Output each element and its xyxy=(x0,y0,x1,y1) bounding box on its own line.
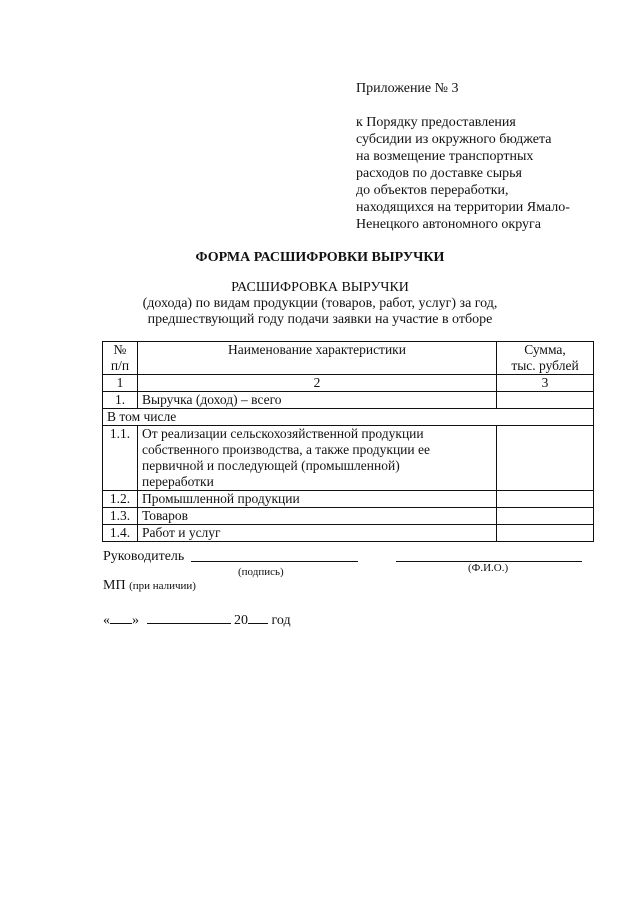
colnum-cell: 1 xyxy=(103,375,138,392)
heading-line-2: (дохода) по видам продукции (товаров, работ, услуг) за год, xyxy=(142,296,498,311)
day-field[interactable] xyxy=(110,609,132,624)
heading-line-3: предшествующий году подачи заявки на участие в отборе xyxy=(147,312,493,327)
table-row xyxy=(103,508,594,525)
fio-line[interactable] xyxy=(396,547,582,562)
year-label: год xyxy=(271,613,291,628)
header-sum xyxy=(497,342,594,375)
appendix-line: к Порядку предоставления xyxy=(356,115,516,130)
row-sum[interactable] xyxy=(497,508,594,525)
appendix-line: до объектов переработки, xyxy=(356,183,509,198)
header-sum-line: Сумма, xyxy=(524,342,566,357)
colnum-cell: 2 xyxy=(138,375,497,392)
row-name-line: собственного производства, а также продукции ее xyxy=(142,442,430,457)
appendix-block xyxy=(356,80,570,233)
header-name: Наименование характеристики xyxy=(138,342,497,375)
appendix-line: на возмещение транспортных xyxy=(356,149,534,164)
appendix-line: расходов по доставке сырья xyxy=(356,166,522,181)
header-num-line: п/п xyxy=(110,358,130,373)
header-num xyxy=(103,342,138,375)
row-sum[interactable] xyxy=(497,491,594,508)
row-name: Работ и услуг xyxy=(138,525,497,542)
row-num: 1.3. xyxy=(103,508,138,525)
date-open-quote: « xyxy=(103,613,110,628)
table-row xyxy=(103,409,594,426)
row-num: 1. xyxy=(103,392,138,409)
table-row xyxy=(103,426,594,491)
row-num: 1.4. xyxy=(103,525,138,542)
document-heading xyxy=(0,280,640,328)
revenue-table xyxy=(102,341,594,542)
row-name-line: переработки xyxy=(142,474,214,489)
form-title: ФОРМА РАСШИФРОВКИ ВЫРУЧКИ xyxy=(195,250,445,265)
stamp-note: (при наличии) xyxy=(129,580,196,592)
signature-line[interactable] xyxy=(191,547,358,562)
row-name-line: первичной и последующей (промышленной) xyxy=(142,458,400,473)
table-row xyxy=(103,525,594,542)
row-name-line: От реализации сельскохозяйственной продукции xyxy=(142,426,424,441)
row-sum[interactable] xyxy=(497,426,594,491)
appendix-line: Ненецкого автономного округа xyxy=(356,217,541,232)
month-field[interactable] xyxy=(147,609,231,624)
fio-caption: (Ф.И.О.) xyxy=(468,562,509,574)
date-line xyxy=(103,609,291,629)
head-label: Руководитель xyxy=(103,549,185,564)
date-close-quote: » xyxy=(132,613,139,628)
table-row xyxy=(103,491,594,508)
column-number-row xyxy=(103,375,594,392)
table-row xyxy=(103,392,594,409)
appendix-line: субсидии из окружного бюджета xyxy=(356,132,552,147)
appendix-line: находящихся на территории Ямало- xyxy=(356,200,570,215)
stamp-block xyxy=(103,578,196,594)
row-sum[interactable] xyxy=(497,525,594,542)
table-header-row xyxy=(103,342,594,375)
row-name: Промышленной продукции xyxy=(138,491,497,508)
row-name: Выручка (доход) – всего xyxy=(138,392,497,409)
header-num-line: № xyxy=(113,342,127,357)
row-num: 1.1. xyxy=(103,426,138,491)
signature-caption: (подпись) xyxy=(238,566,284,578)
year-field[interactable] xyxy=(248,609,268,624)
colnum-cell: 3 xyxy=(497,375,594,392)
header-sum-line: тыс. рублей xyxy=(511,358,579,373)
row-span-label: В том числе xyxy=(103,409,594,426)
appendix-title: Приложение № 3 xyxy=(356,81,459,96)
row-num: 1.2. xyxy=(103,491,138,508)
year-prefix: 20 xyxy=(234,613,248,628)
heading-line-1: РАСШИФРОВКА ВЫРУЧКИ xyxy=(231,280,409,295)
row-sum[interactable] xyxy=(497,392,594,409)
stamp-label: МП xyxy=(103,578,126,593)
row-name xyxy=(138,426,497,491)
row-name: Товаров xyxy=(138,508,497,525)
